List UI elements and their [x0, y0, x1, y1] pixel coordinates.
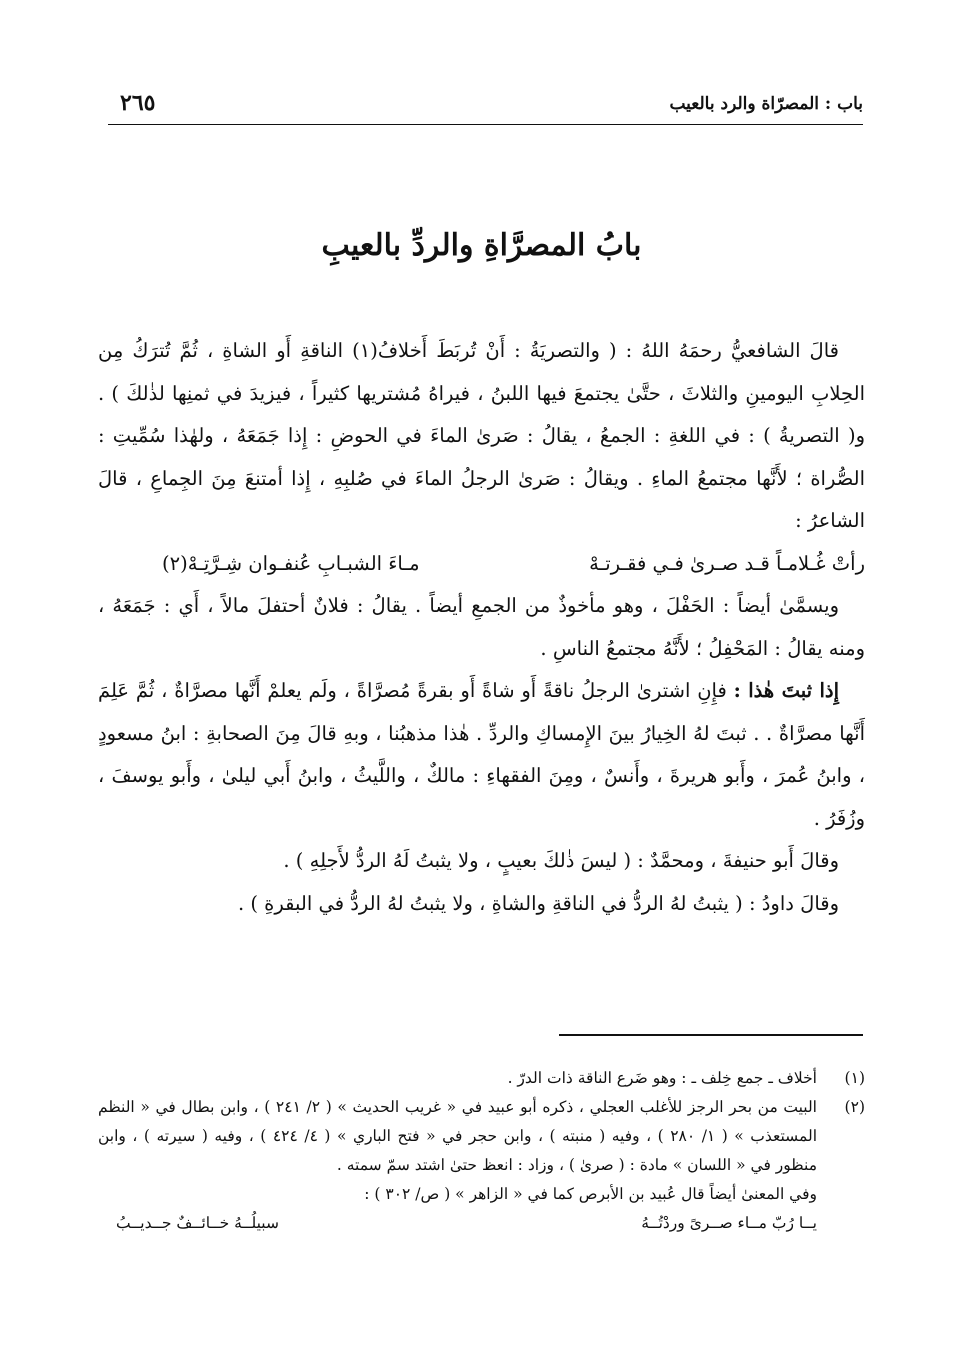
- paragraph-3-text: فإِنِ اشترىٰ الرجلُ ناقةً أَو شاةً أَو بقرةً مُصرَّاةً ، ولَم يعلمْ أَنَّها مصرَّاةٌ ، ثُمَّ عَلِمَ أَنَّها مصرَّاةٌ . . ثبتَ لهُ الخِيارُ بينَ الإِمساكِ والردِّ . هٰذا مذهبُنا ، وبهِ قالَ مِنَ الصحابةِ : ابنُ مسعودٍ ، وابنُ عُمرَ ، وأَبو هريرةَ ، وأَنسٌ ، ومِنَ الفقهاءِ : مالكٌ ، واللَّيثُ ، وابنُ أَبي ليلىٰ ، وأَبو يوسفَ ، وزُفَرُ .: [98, 679, 865, 830]
- chapter-title: بابُ المصرَّاةِ والردِّ بالعيبِ: [321, 228, 642, 263]
- paragraph-3-lead: إِذا ثبتَ هٰذا :: [733, 679, 839, 702]
- poetry-verse: [98, 543, 865, 586]
- main-text: [98, 330, 865, 925]
- verse-second-hemistich: مـاءَ الشبـابِ عُنفـوان شِـرَّتِـهْ(٢): [162, 551, 420, 575]
- paragraph-5: وقالَ داودُ : ( يثبتُ لهُ الردُّ في الناقةِ والشاةِ ، ولا يثبتُ لهُ الردُّ في البقرةِ ) .: [237, 891, 839, 915]
- footnotes: [98, 1064, 865, 1238]
- paragraph-2: ويسمَّىٰ أيضاً : الحَفْلَ ، وهو مأخوذٌ من الجمعِ أيضاً . يقالُ : فلانٌ أحتفلَ مالاً ، أَي : جَمَعَهُ ، ومنه يقالُ : المَحْفِلُ ؛ لأَنَّهُ مجتمعُ الناسِ .: [98, 594, 865, 660]
- paragraph-3: [98, 670, 865, 840]
- footnote-verse-first-hemistich: يــا رُبّ مــاء صــرىً وردْتُــهُ: [641, 1214, 817, 1232]
- paragraph-4: وقالَ أَبو حنيفةَ ، ومحمَّدٌ : ( ليسَ ذٰلكَ بعيبٍ ، ولا يثبتُ لَهُ الردُّ لأَجلِهِ ) .: [283, 849, 839, 872]
- footnote-verse-second-hemistich: سبيلُــهُ خــائــفٌ جــديــبُ: [116, 1214, 279, 1232]
- footnote-divider: [559, 1034, 863, 1036]
- footnote-2-text: البيت من بحر الرجز للأغلب العجلي ، ذكره أبو عبيد في « غريب الحديث » ( ٢/ ٢٤١ ) ، وابن بطال في « النظم المستعذب » ( ١/ ٢٨٠ ) ، وفيه ( منبته ) ، وابن حجر في « فتح الباري » ( ٤/ ٤٢٤ ) ، وفيه ( سيرته ) ، وابن منظور في « اللسان » مادة : ( صرىٰ ) ، وزاد : انعظ حتىٰ اشتد سمّ سمته .: [98, 1098, 818, 1174]
- running-header: [108, 88, 863, 120]
- footnote-1: [98, 1064, 865, 1093]
- footnote-1-number: (١): [844, 1069, 865, 1087]
- running-title: باب : المصرّاة والرد بالعيب: [669, 94, 863, 114]
- footnote-2: [98, 1093, 865, 1180]
- footnote-1-text: أخلاف ـ جمع خِلف ـ : وهو ضَرع الناقة ذات الدرّ .: [507, 1069, 817, 1087]
- footnote-2-extra: وفي المعنىٰ أيضاً قال عُبيد بن الأبرص كما في « الزاهر » ( ص/ ٣٠٢ ) :: [364, 1185, 817, 1203]
- footnote-2-number: (٢): [844, 1098, 865, 1116]
- paragraph-1: قالَ الشافعيُّ رحمَهُ اللهُ : ( والتصريَةُ : أَنْ تُربَطَ أَخلافُ(١) الناقةِ أَو الشاةِ ، ثُمَّ تُترَكُ مِن الحِلابِ اليومينِ والثلاثَ ، حتَّىٰ يجتمعَ فيها اللبنُ ، فيراهُ مُشتريها كثيراً ، فيزيدَ في ثمنِها لذٰلكَ ) . و( التصريةُ ) : في اللغةِ : الجمعُ ، يقالُ : صَرىٰ الماءَ في الحوضِ : إِذا جَمَعَهُ ، ولهٰذا سُمِّيتِ : الصُّراة ؛ لأَنَّها مجتمعُ الماءِ . ويقالُ : صَرىٰ الرجلُ الماءَ في صُلبِهِ ، إِذا أمتنعَ مِنَ الجِماعِ ، قالَ الشاعرُ :: [98, 339, 865, 532]
- footnote-2-verse: [98, 1209, 865, 1238]
- verse-first-hemistich: رأتْ غُـلامـاً قـد صـرىٰ فـي فقـرتـهْ: [589, 551, 865, 575]
- page-number: ٢٦٥: [120, 90, 156, 116]
- header-divider: [108, 124, 863, 125]
